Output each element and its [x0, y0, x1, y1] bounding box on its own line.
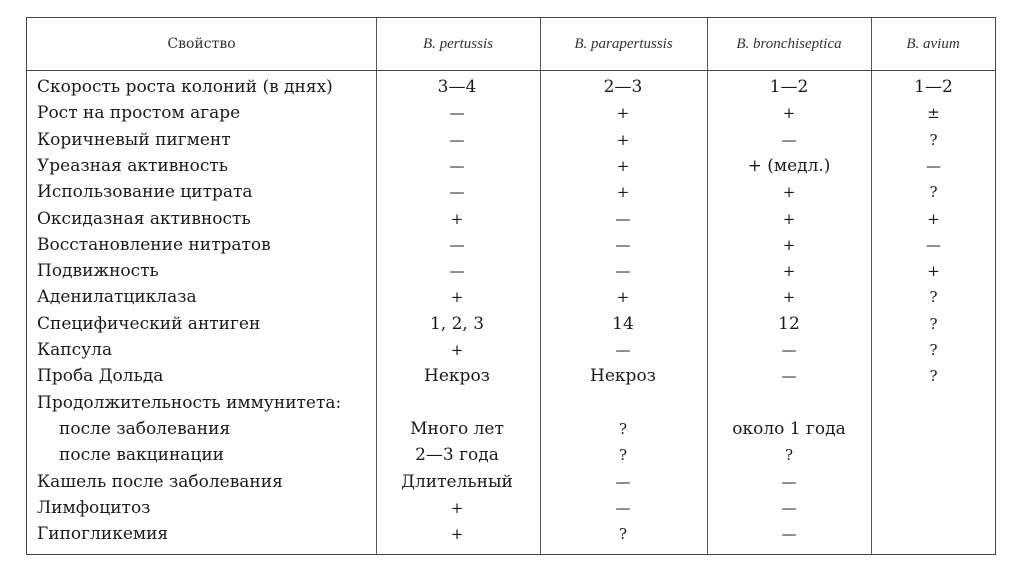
- cell-b-pertussis: 2—3 года: [415, 445, 499, 466]
- cell-b-avium: +: [927, 262, 940, 281]
- row-property: Аденилатциклаза: [37, 287, 197, 308]
- cell-b-pertussis: 1, 2, 3: [429, 313, 485, 334]
- cell-b-parapertussis: —: [615, 498, 631, 517]
- table-row: [27, 284, 995, 310]
- cell-b-parapertussis: ?: [618, 446, 628, 465]
- cell-b-pertussis: Некроз: [424, 366, 490, 387]
- cell-b-avium: [872, 469, 995, 495]
- row-property: Капсула: [37, 340, 113, 360]
- cell-b-bronchiseptica: —: [781, 498, 797, 517]
- table-row: [27, 153, 995, 179]
- comparison-table: [26, 17, 996, 555]
- row-property: Скорость роста колоний (в днях): [37, 77, 333, 97]
- table-row: [27, 337, 995, 363]
- row-property: после заболевания: [59, 418, 231, 439]
- cell-b-avium: ?: [929, 183, 938, 202]
- cell-b-bronchiseptica: +: [782, 288, 796, 307]
- row-property: Гипогликемия: [37, 524, 169, 545]
- cell-b-avium: ?: [929, 288, 938, 307]
- cell-b-parapertussis: +: [616, 130, 630, 149]
- cell-b-avium: [872, 416, 995, 442]
- cell-b-avium: [872, 390, 995, 416]
- row-property: после вакцинации: [59, 445, 225, 466]
- cell-b-parapertussis: +: [616, 288, 630, 307]
- cell-b-bronchiseptica: —: [781, 472, 797, 491]
- table-row: [27, 258, 995, 284]
- cell-b-avium: ?: [929, 367, 938, 386]
- cell-b-parapertussis: —: [615, 209, 631, 228]
- cell-b-bronchiseptica: +: [782, 104, 796, 123]
- cell-b-avium: [872, 495, 995, 521]
- row-property: Восстановление нитратов: [37, 234, 271, 255]
- cell-b-pertussis: —: [449, 156, 465, 175]
- cell-b-pertussis: +: [450, 498, 464, 517]
- cell-b-parapertussis: Некроз: [590, 366, 656, 387]
- cell-b-bronchiseptica: +: [782, 262, 796, 281]
- cell-b-bronchiseptica: [708, 390, 870, 416]
- table-row: [27, 442, 995, 468]
- table-row: [27, 100, 995, 126]
- cell-b-bronchiseptica: —: [781, 130, 797, 149]
- cell-b-parapertussis: [540, 390, 706, 416]
- row-property: Использование цитрата: [37, 182, 253, 203]
- cell-b-avium: +: [927, 209, 940, 228]
- header-divider: [27, 70, 995, 71]
- row-property: Оксидазная активность: [37, 208, 251, 229]
- cell-b-parapertussis: ?: [618, 525, 628, 544]
- cell-b-pertussis: —: [449, 183, 465, 202]
- cell-b-bronchiseptica: 12: [778, 313, 800, 334]
- cell-b-pertussis: —: [449, 130, 465, 149]
- cell-b-avium: ?: [929, 314, 938, 333]
- table-row: [27, 495, 995, 521]
- cell-b-pertussis: 3—4: [437, 77, 477, 97]
- table-row: [27, 363, 995, 389]
- table-row: [27, 521, 995, 547]
- cell-b-avium: —: [926, 156, 941, 175]
- cell-b-parapertussis: +: [616, 183, 630, 202]
- cell-b-bronchiseptica: ?: [784, 446, 794, 465]
- header-b-avium: B. avium: [906, 35, 960, 52]
- cell-b-pertussis: +: [450, 341, 464, 359]
- cell-b-pertussis: [376, 390, 538, 416]
- table-row: [27, 311, 995, 337]
- cell-b-bronchiseptica: 1—2: [769, 77, 809, 97]
- row-property: Продолжительность иммунитета:: [37, 392, 342, 413]
- cell-b-bronchiseptica: —: [781, 525, 797, 544]
- cell-b-parapertussis: —: [615, 235, 631, 254]
- header-b-bronchiseptica: B. bronchiseptica: [736, 35, 842, 52]
- cell-b-avium: ?: [929, 341, 938, 359]
- cell-b-pertussis: +: [450, 288, 464, 307]
- cell-b-avium: [872, 442, 995, 468]
- row-property: Коричневый пигмент: [37, 129, 231, 150]
- row-property: Уреазная активность: [37, 155, 229, 176]
- cell-b-avium: ±: [927, 104, 940, 123]
- cell-b-parapertussis: —: [615, 341, 631, 359]
- cell-b-parapertussis: 2—3: [603, 77, 643, 97]
- row-property: Специфический антиген: [37, 313, 261, 334]
- cell-b-bronchiseptica: —: [781, 341, 797, 359]
- table-row: [27, 179, 995, 205]
- row-property: Лимфоцитоз: [37, 497, 151, 518]
- table-row: [27, 232, 995, 258]
- cell-b-bronchiseptica: + (медл.): [747, 155, 831, 176]
- table-row: [27, 206, 995, 232]
- table-row: [27, 469, 995, 495]
- cell-b-parapertussis: —: [615, 472, 631, 491]
- cell-b-pertussis: +: [450, 525, 464, 544]
- cell-b-parapertussis: ?: [618, 419, 628, 438]
- table-row: [27, 416, 995, 442]
- cell-b-avium: —: [926, 235, 941, 254]
- row-property: Подвижность: [37, 261, 159, 282]
- cell-b-parapertussis: —: [615, 262, 631, 281]
- cell-b-parapertussis: +: [616, 104, 630, 123]
- table-row: [27, 390, 995, 416]
- cell-b-pertussis: Длительный: [401, 471, 513, 492]
- header-b-parapertussis: B. parapertussis: [574, 35, 673, 52]
- cell-b-avium: ?: [929, 130, 938, 149]
- cell-b-pertussis: —: [449, 104, 465, 123]
- cell-b-pertussis: Много лет: [410, 418, 504, 439]
- cell-b-pertussis: +: [450, 209, 464, 228]
- header-property: Свойство: [167, 36, 236, 52]
- cell-b-parapertussis: 14: [612, 313, 634, 334]
- cell-b-pertussis: —: [449, 235, 465, 254]
- cell-b-avium: [872, 521, 995, 547]
- table-row: [27, 127, 995, 153]
- cell-b-avium: 1—2: [914, 77, 953, 97]
- cell-b-parapertussis: +: [616, 156, 630, 175]
- row-property: Рост на простом агаре: [37, 103, 241, 124]
- cell-b-bronchiseptica: +: [782, 183, 796, 202]
- header-b-pertussis: B. pertussis: [422, 35, 493, 52]
- table-row: [27, 74, 995, 100]
- cell-b-bronchiseptica: +: [782, 209, 796, 228]
- row-property: Проба Дольда: [37, 366, 164, 387]
- cell-b-bronchiseptica: +: [782, 235, 796, 254]
- cell-b-pertussis: —: [449, 262, 465, 281]
- cell-b-bronchiseptica: около 1 года: [732, 418, 846, 439]
- cell-b-bronchiseptica: —: [781, 367, 797, 386]
- row-property: Кашель после заболевания: [37, 471, 283, 492]
